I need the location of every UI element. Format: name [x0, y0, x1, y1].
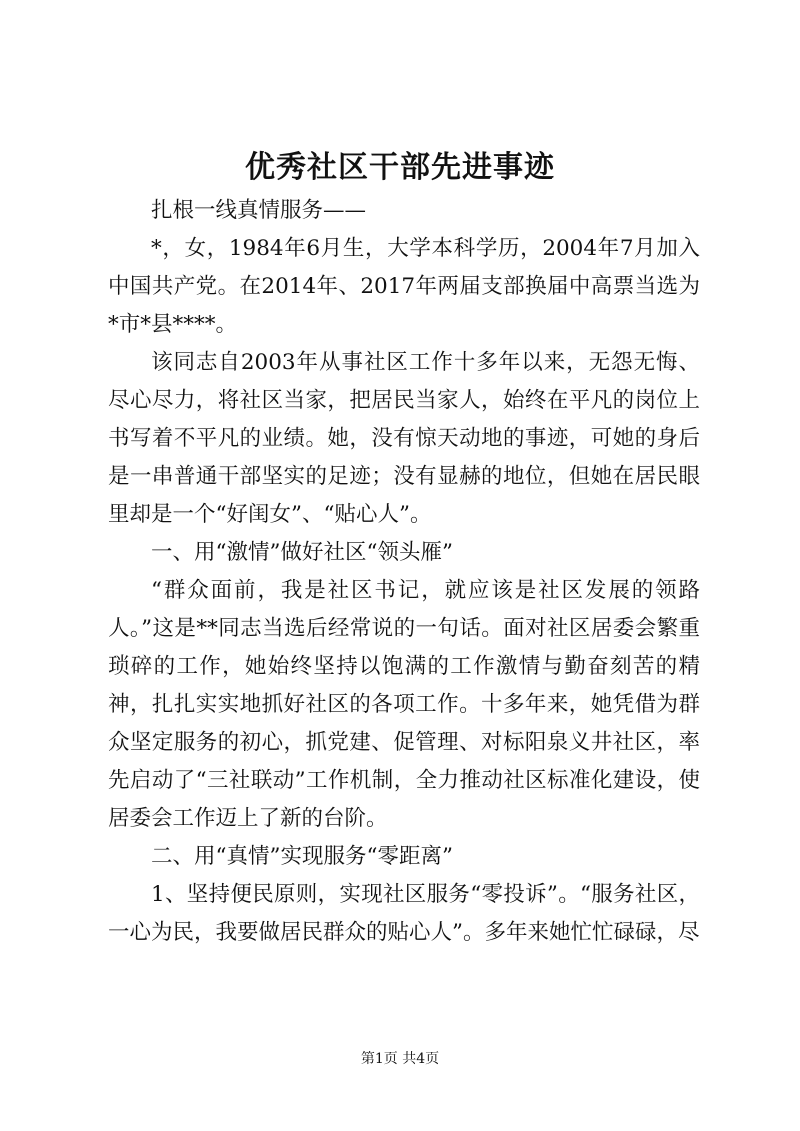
document-title: 优秀社区干部先进事迹	[245, 150, 555, 185]
section-heading-2: 二、用“真情”实现服务“零距离”	[151, 844, 453, 869]
document-body	[108, 192, 700, 952]
page-footer: 第1页 共4页	[360, 1051, 440, 1067]
section-heading-1: 一、用“激情”做好社区“领头雁”	[151, 540, 453, 565]
paragraph-section-1: “群众面前，我是社区书记，就应该是社区发展的领路人。”这是**同志当选后经常说的一句话。面对社区居委会繁重琐碎的工作，她始终坚持以饱满的工作激情与勤奋刻苦的精神，扎扎实实地抓好社区的各项工作。十多年来，她凭借为群众坚定服务的初心，抓党建、促管理、对标阳泉义井社区，率先启动了“三社联动”工作机制，全力推动社区标准化建设，使居委会工作迈上了新的台阶。	[108, 578, 700, 831]
paragraph-subtitle: 扎根一线真情服务——	[151, 198, 367, 223]
paragraph-section-2-item-1: 1、坚持便民原则，实现社区服务“零投诉”。“服务社区，一心为民，我要做居民群众的贴心人”。多年来她忙忙碌碌，尽	[108, 882, 700, 945]
paragraph-summary: 该同志自2003年从事社区工作十多年以来，无怨无悔、尽心尽力，将社区当家，把居民当家人，始终在平凡的岗位上书写着不平凡的业绩。她，没有惊天动地的事迹，可她的身后是一串普通干部坚实的足迹；没有显赫的地位，但她在居民眼里却是一个“好闺女”、“贴心人”。	[108, 350, 700, 527]
paragraph-profile: *，女，1984年6月生，大学本科学历，2004年7月加入中国共产党。在2014年、2017年两届支部换届中高票当选为*市*县****。	[108, 236, 700, 337]
